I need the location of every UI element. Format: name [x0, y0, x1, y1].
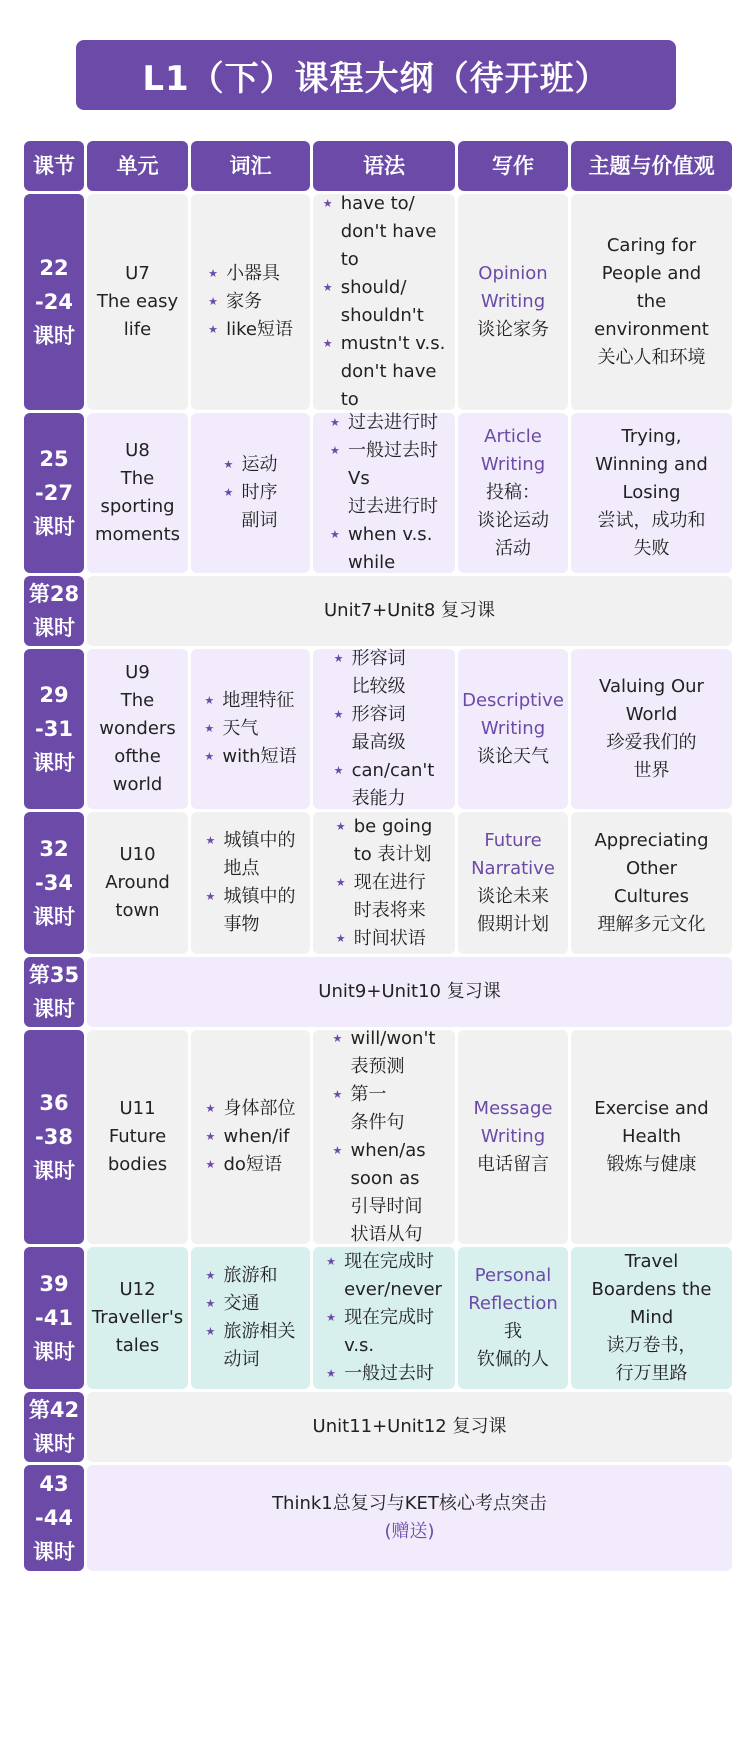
review-note: (赠送)	[384, 1521, 435, 1542]
grammar-list	[336, 813, 433, 953]
theme-line: 失败	[633, 538, 670, 559]
theme-cell	[571, 812, 732, 954]
grammar-line: soon as	[350, 1168, 420, 1189]
unit-cell	[87, 649, 188, 809]
grammar-list	[330, 409, 438, 577]
vocabulary-line: ★ 身体部位	[223, 1098, 296, 1119]
theme-line: 理解多元文化	[597, 914, 706, 935]
unit-line: tales	[115, 1335, 160, 1356]
writing-type-line: Descriptive	[462, 690, 564, 711]
review-cell	[87, 957, 732, 1027]
theme-line: 尝试，成功和	[597, 510, 706, 531]
grammar-item	[334, 701, 435, 757]
unit-line: U9	[125, 662, 150, 683]
grammar-line: ★ 过去进行时	[348, 412, 438, 433]
vocabulary-line: ★ 天气	[222, 718, 259, 739]
header-unit: 单元	[87, 141, 188, 191]
review-label: Unit7+Unit8 复习课	[324, 600, 495, 621]
review-cell	[87, 1392, 732, 1462]
writing-type-line: Personal	[474, 1265, 552, 1286]
vocabulary-list	[208, 260, 293, 344]
lesson-cell	[24, 1030, 84, 1244]
grammar-item	[336, 869, 433, 925]
grammar-line: to	[340, 249, 359, 270]
lesson-label: 课时	[33, 751, 75, 775]
theme-line: Valuing Our	[599, 676, 704, 697]
writing-cell	[458, 1247, 568, 1389]
writing-topic-line: 假期计划	[477, 914, 549, 935]
lesson-cell	[24, 957, 84, 1027]
theme-line: Boardens the	[591, 1279, 712, 1300]
theme-line: 珍爱我们的	[606, 732, 697, 753]
vocabulary-item	[206, 1262, 296, 1290]
theme-line: Cultures	[614, 886, 689, 907]
grammar-line: ★ should/	[340, 277, 407, 298]
writing-cell	[458, 413, 568, 573]
header-writing: 写作	[458, 141, 568, 191]
lesson-label: -41	[35, 1306, 73, 1330]
grammar-cell	[313, 1030, 455, 1244]
vocabulary-line: 动词	[223, 1349, 260, 1370]
theme-line: World	[625, 704, 678, 725]
vocabulary-cell	[191, 649, 310, 809]
lesson-cell	[24, 576, 84, 646]
title-banner	[76, 40, 676, 110]
vocabulary-line: ★ with短语	[222, 746, 297, 767]
writing-topic-line: 钦佩的人	[477, 1349, 549, 1370]
grammar-item	[333, 1081, 436, 1137]
theme-line: People and	[601, 263, 702, 284]
writing-type-line: Reflection	[468, 1293, 558, 1314]
writing-type-line: Narrative	[471, 858, 555, 879]
unit-line: Around	[105, 872, 170, 893]
unit-line: Future	[108, 1126, 167, 1147]
syllabus-table	[24, 141, 729, 1571]
vocabulary-item	[208, 260, 293, 288]
lesson-label: 36	[39, 1091, 69, 1115]
unit-line: life	[123, 319, 152, 340]
vocabulary-item	[224, 479, 278, 535]
vocabulary-cell	[191, 812, 310, 954]
lesson-cell	[24, 649, 84, 809]
vocabulary-line: ★ do短语	[223, 1154, 282, 1175]
grammar-line: ★ have to/	[340, 193, 415, 214]
unit-cell	[87, 1030, 188, 1244]
unit-cell	[87, 194, 188, 410]
grammar-item	[334, 645, 435, 701]
writing-type-line: Writing	[480, 718, 546, 739]
writing-type-line: Writing	[480, 454, 546, 475]
review-label: Unit11+Unit12 复习课	[312, 1416, 507, 1437]
vocabulary-item	[224, 451, 278, 479]
vocabulary-item	[206, 1318, 296, 1374]
header-lesson: 课节	[24, 141, 84, 191]
page-title: L1（下）课程大纲（待开班）	[142, 58, 610, 99]
grammar-item	[330, 521, 438, 577]
lesson-cell	[24, 812, 84, 954]
grammar-line: ★ 现在完成时	[344, 1251, 435, 1272]
vocabulary-line: ★ 运动	[241, 454, 278, 475]
review-label: Think1总复习与KET核心考点突击	[272, 1493, 547, 1514]
grammar-line: shouldn't	[340, 305, 424, 326]
vocabulary-line: ★ 城镇中的	[223, 886, 296, 907]
review-label: Unit9+Unit10 复习课	[318, 981, 501, 1002]
lesson-label: 32	[39, 837, 69, 861]
header-vocabulary: 词汇	[191, 141, 310, 191]
unit-line: The easy	[96, 291, 179, 312]
unit-line: world	[112, 774, 163, 795]
unit-line: bodies	[107, 1154, 168, 1175]
vocabulary-line: ★ 旅游和	[223, 1265, 278, 1286]
writing-topic-line: 活动	[495, 538, 531, 559]
lesson-label: 课时	[33, 1540, 75, 1564]
unit-line: wonders	[99, 718, 176, 739]
grammar-line: 比较级	[351, 676, 406, 697]
vocabulary-item	[206, 1095, 296, 1123]
grammar-cell	[313, 649, 455, 809]
grammar-item	[333, 1025, 436, 1081]
theme-line: Appreciating	[594, 830, 709, 851]
vocabulary-line: ★ 交通	[223, 1293, 260, 1314]
vocabulary-list	[204, 687, 296, 771]
unit-line: U10	[119, 844, 156, 865]
writing-type-line: Opinion	[478, 263, 548, 284]
vocabulary-item	[204, 715, 296, 743]
grammar-item	[323, 274, 446, 330]
grammar-item	[334, 757, 435, 813]
theme-line: 读万卷书，	[606, 1335, 697, 1356]
lesson-label: 22	[39, 256, 69, 280]
grammar-item	[326, 1360, 442, 1388]
grammar-line: 状语从句	[350, 1224, 423, 1245]
lesson-label: 课时	[33, 1432, 75, 1456]
theme-line: Trying,	[621, 426, 682, 447]
grammar-list	[334, 645, 435, 813]
grammar-item	[326, 1304, 442, 1360]
grammar-line: ★ 一般过去时	[344, 1363, 435, 1384]
grammar-line: don't have	[340, 361, 437, 382]
lesson-label: 29	[39, 683, 69, 707]
vocabulary-line: ★ 小器具	[226, 263, 281, 284]
grammar-line: ever/never	[344, 1279, 442, 1300]
header-grammar: 语法	[313, 141, 455, 191]
grammar-cell	[313, 194, 455, 410]
grammar-item	[323, 190, 446, 274]
grammar-line: Vs	[348, 468, 370, 489]
unit-line: Traveller's	[91, 1307, 184, 1328]
lesson-label: -24	[35, 290, 73, 314]
vocabulary-item	[208, 316, 293, 344]
vocabulary-item	[206, 1290, 296, 1318]
lesson-label: -27	[35, 481, 73, 505]
writing-cell	[458, 812, 568, 954]
vocabulary-cell	[191, 1247, 310, 1389]
grammar-line: 表预测	[350, 1056, 405, 1077]
lesson-label: 第42	[28, 1398, 80, 1422]
vocabulary-list	[206, 827, 296, 939]
vocabulary-item	[204, 687, 296, 715]
unit-line: U11	[119, 1098, 156, 1119]
unit-line: U12	[119, 1279, 156, 1300]
vocabulary-item	[206, 1151, 296, 1179]
grammar-cell	[313, 413, 455, 573]
grammar-line: v.s.	[344, 1335, 375, 1356]
grammar-line: ★ 现在完成时	[344, 1307, 435, 1328]
grammar-line: ★ when/as	[350, 1140, 426, 1161]
lesson-label: 课时	[33, 997, 75, 1021]
grammar-line: 过去进行时	[348, 496, 438, 517]
vocabulary-item	[206, 1123, 296, 1151]
grammar-cell	[313, 1247, 455, 1389]
grammar-item	[326, 1248, 442, 1304]
grammar-line: ★ mustn't v.s.	[340, 333, 446, 354]
writing-type-line: Writing	[480, 1126, 546, 1147]
grammar-line: ★ be going	[353, 816, 433, 837]
grammar-line: ★ 现在进行	[353, 872, 426, 893]
theme-line: the	[636, 291, 667, 312]
theme-line: Losing	[622, 482, 681, 503]
theme-line: 关心人和环境	[597, 347, 706, 368]
unit-line: The	[120, 468, 155, 489]
grammar-line: to	[340, 389, 359, 410]
writing-topic-line: 我	[504, 1321, 522, 1342]
grammar-item	[323, 330, 446, 414]
unit-line: The	[120, 690, 155, 711]
lesson-cell	[24, 1247, 84, 1389]
lesson-label: 课时	[33, 616, 75, 640]
grammar-item	[330, 409, 438, 437]
grammar-line: ★ 第一	[350, 1084, 387, 1105]
grammar-item	[333, 1137, 436, 1249]
writing-topic-line: 电话留言	[477, 1154, 549, 1175]
unit-line: U8	[125, 440, 150, 461]
lesson-cell	[24, 194, 84, 410]
vocabulary-list	[224, 451, 278, 535]
vocabulary-cell	[191, 1030, 310, 1244]
grammar-line: while	[348, 552, 396, 573]
grammar-line: ★ 形容词	[351, 704, 406, 725]
lesson-label: 25	[39, 447, 69, 471]
grammar-line: ★ 时间状语	[353, 928, 426, 949]
vocabulary-list	[206, 1262, 296, 1374]
unit-line: moments	[95, 524, 180, 545]
vocabulary-cell	[191, 194, 310, 410]
lesson-label: -44	[35, 1506, 73, 1530]
theme-line: Caring for	[606, 235, 697, 256]
unit-cell	[87, 1247, 188, 1389]
review-cell	[87, 1465, 732, 1571]
theme-cell	[571, 194, 732, 410]
writing-topic-line: 谈论运动	[477, 510, 549, 531]
unit-line: ofthe	[114, 746, 161, 767]
vocabulary-line: ★ when/if	[223, 1126, 290, 1147]
theme-cell	[571, 413, 732, 573]
lesson-label: 课时	[33, 1159, 75, 1183]
writing-cell	[458, 194, 568, 410]
review-cell	[87, 576, 732, 646]
lesson-label: -31	[35, 717, 73, 741]
grammar-item	[336, 925, 433, 953]
writing-type-line: Message	[473, 1098, 553, 1119]
writing-type-line: Article	[484, 426, 542, 447]
writing-cell	[458, 649, 568, 809]
unit-line: sporting	[100, 496, 175, 517]
theme-line: Winning and	[595, 454, 708, 475]
grammar-line: 条件句	[350, 1112, 405, 1133]
vocabulary-line: 事物	[223, 914, 260, 935]
lesson-label: -34	[35, 871, 73, 895]
grammar-line: ★ 形容词	[351, 648, 406, 669]
header-theme: 主题与价值观	[571, 141, 732, 191]
vocabulary-line: ★ 地理特征	[222, 690, 295, 711]
vocabulary-cell	[191, 413, 310, 573]
lesson-cell	[24, 1465, 84, 1571]
grammar-line: ★ will/won't	[350, 1028, 436, 1049]
grammar-cell	[313, 812, 455, 954]
vocabulary-item	[206, 883, 296, 939]
theme-line: environment	[594, 319, 709, 340]
vocabulary-item	[204, 743, 296, 771]
grammar-line: ★ 一般过去时	[348, 440, 438, 461]
vocabulary-item	[208, 288, 293, 316]
lesson-label: 第28	[28, 582, 80, 606]
unit-line: town	[115, 900, 160, 921]
vocabulary-line: ★ 城镇中的	[223, 830, 296, 851]
lesson-label: 课时	[33, 515, 75, 539]
writing-cell	[458, 1030, 568, 1244]
vocabulary-line: 副词	[241, 510, 278, 531]
theme-line: Health	[621, 1126, 682, 1147]
grammar-line: to 表计划	[353, 844, 432, 865]
theme-line: Mind	[629, 1307, 674, 1328]
lesson-cell	[24, 413, 84, 573]
lesson-label: 课时	[33, 1340, 75, 1364]
vocabulary-item	[206, 827, 296, 883]
grammar-line: 引导时间	[350, 1196, 423, 1217]
grammar-item	[336, 813, 433, 869]
theme-line: Other	[625, 858, 678, 879]
lesson-label: 课时	[33, 905, 75, 929]
lesson-label: 39	[39, 1272, 69, 1296]
vocabulary-list	[206, 1095, 296, 1179]
grammar-line: ★ can/can't	[351, 760, 435, 781]
theme-cell	[571, 1030, 732, 1244]
vocabulary-line: ★ 家务	[226, 291, 263, 312]
unit-cell	[87, 812, 188, 954]
grammar-line: don't have	[340, 221, 437, 242]
theme-cell	[571, 649, 732, 809]
grammar-item	[330, 437, 438, 521]
vocabulary-line: 地点	[223, 858, 260, 879]
lesson-label: 第35	[28, 963, 80, 987]
grammar-line: 最高级	[351, 732, 406, 753]
theme-cell	[571, 1247, 732, 1389]
lesson-label: -38	[35, 1125, 73, 1149]
vocabulary-line: ★ like短语	[226, 319, 293, 340]
lesson-label: 43	[39, 1472, 69, 1496]
grammar-list	[333, 1025, 436, 1249]
theme-line: Travel	[624, 1251, 679, 1272]
writing-topic-line: 投稿：	[486, 482, 540, 503]
grammar-list	[326, 1248, 442, 1388]
grammar-line: ★ when v.s.	[348, 524, 433, 545]
theme-line: Exercise and	[594, 1098, 709, 1119]
theme-line: 锻炼与健康	[606, 1154, 697, 1175]
theme-line: 行万里路	[615, 1363, 688, 1384]
writing-topic-line: 谈论家务	[477, 319, 549, 340]
grammar-list	[323, 190, 446, 414]
unit-line: U7	[125, 263, 150, 284]
theme-line: 世界	[633, 760, 670, 781]
grammar-line: 表能力	[351, 788, 406, 809]
writing-topic-line: 谈论未来	[477, 886, 549, 907]
writing-topic-line: 谈论天气	[477, 746, 549, 767]
vocabulary-line: ★ 时序	[241, 482, 278, 503]
lesson-label: 课时	[33, 324, 75, 348]
grammar-line: 时表将来	[353, 900, 426, 921]
vocabulary-line: ★ 旅游相关	[223, 1321, 296, 1342]
writing-type-line: Future	[484, 830, 542, 851]
writing-type-line: Writing	[480, 291, 546, 312]
lesson-cell	[24, 1392, 84, 1462]
unit-cell	[87, 413, 188, 573]
